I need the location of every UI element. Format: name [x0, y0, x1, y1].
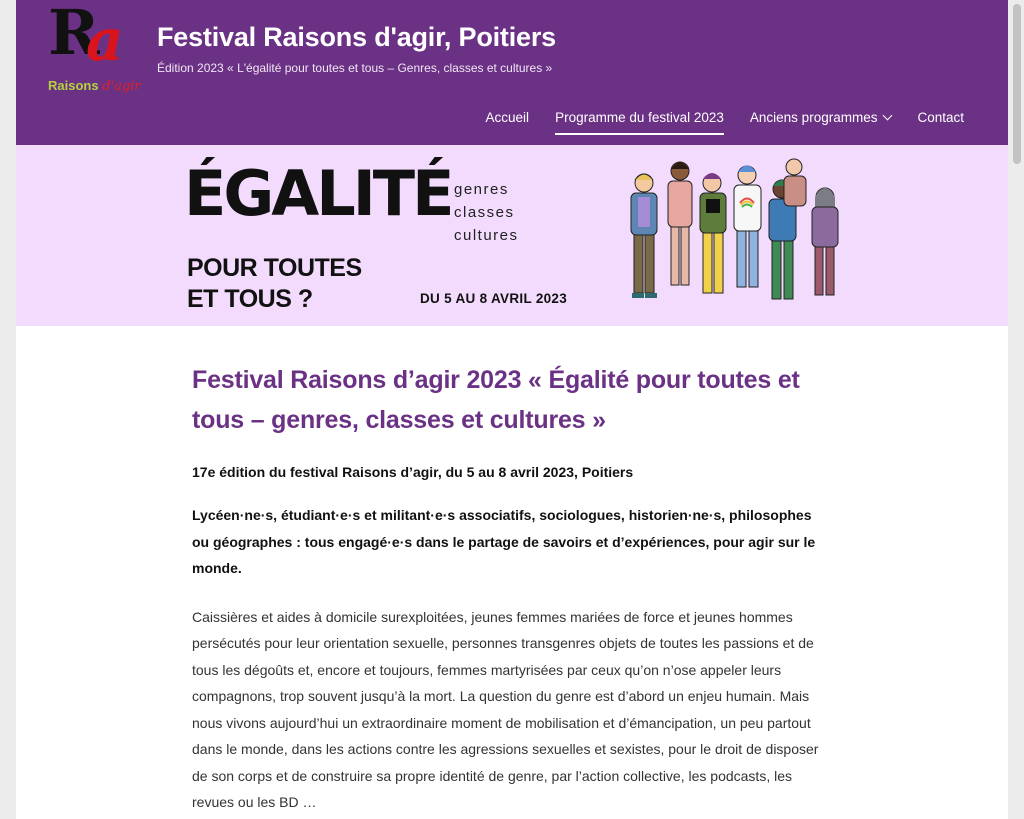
banner-line-2: ET TOUS ?	[187, 285, 313, 313]
nav-contact[interactable]	[917, 110, 964, 131]
banner-line-1: POUR TOUTES	[187, 254, 362, 282]
banner-tag-genres: genres	[454, 181, 509, 198]
person-figure	[700, 173, 726, 293]
nav-label: Anciens programmes	[749, 110, 878, 125]
logo-text-accent: d'agir	[102, 79, 141, 94]
main-article	[192, 360, 832, 816]
chevron-down-icon[interactable]	[883, 111, 893, 121]
nav-label: Programme du festival 2023	[555, 110, 724, 125]
banner-headline: ÉGALITÉ	[184, 157, 452, 230]
banner-people-illustration	[622, 153, 852, 323]
article-lead: 17e édition du festival Raisons d’agir, du 5 au 8 avril 2023, Poitiers	[192, 464, 634, 480]
main-navigation	[486, 110, 964, 131]
banner-dates: DU 5 AU 8 AVRIL 2023	[420, 291, 568, 306]
person-figure	[784, 159, 806, 206]
person-figure	[734, 166, 761, 288]
nav-label: Accueil	[485, 110, 530, 125]
nav-label: Contact	[917, 110, 964, 125]
site-title[interactable]: Festival Raisons d'agir, Poitiers	[157, 22, 556, 52]
site-logo[interactable]	[48, 0, 142, 94]
article-title: Festival Raisons d’agir 2023 « Égalité pour toutes et tous – genres, classes et cultures »	[192, 366, 800, 434]
page	[16, 0, 1008, 819]
site-description: Édition 2023 « L'égalité pour toutes et tous – Genres, classes et cultures »	[157, 61, 553, 75]
nav-accueil[interactable]	[486, 110, 530, 131]
article-intro: Lycéen·ne·s, étudiant·e·s et militant·e·s associatifs, sociologues, historien·ne·s, philosophes ou géographes : tous engagé·e·s dans le partage de savoirs et d’expériences, pour agir sur le monde.	[192, 507, 816, 576]
page-scrollbar[interactable]	[1008, 0, 1024, 819]
logo-letter-r: R	[48, 0, 96, 69]
person-figure	[812, 188, 838, 295]
festival-banner	[16, 145, 1008, 326]
article-body: Caissières et aides à domicile surexploitées, jeunes femmes mariées de force et jeunes hommes persécutés pour leur orientation sexuelle, personnes transgenres objets de toutes les passions et de tous les dégoûts et, encore et toujours, femmes martyrisées par ceux qu’on n’ose appeler leurs compagnons, trop souvent jusqu’à la mort. La question du genre est d’abord un enjeu humain. Mais nous vivons aujourd’hui un extraordinaire moment de mobilisation et d’émancipation, un peu partout dans le monde, dans les actions contre les agressions sexuelles et sexistes, pour le droit de disposer de son corps et de construire sa propre identité de genre, par l’action collective, les podcasts, les revues ou les BD …	[192, 608, 819, 810]
nav-programme-2023[interactable]	[555, 110, 724, 131]
banner-tag-cultures: cultures	[454, 227, 519, 244]
site-header	[16, 0, 1008, 145]
scrollbar-thumb[interactable]	[1013, 4, 1021, 164]
nav-anciens-programmes[interactable]	[750, 110, 892, 131]
logo-wordmark	[48, 78, 141, 94]
banner-tag-classes: classes	[454, 204, 515, 221]
person-figure	[631, 174, 657, 298]
logo-text-main: Raisons	[48, 78, 99, 93]
logo-letter-a: a	[86, 6, 124, 74]
person-figure	[668, 162, 692, 285]
